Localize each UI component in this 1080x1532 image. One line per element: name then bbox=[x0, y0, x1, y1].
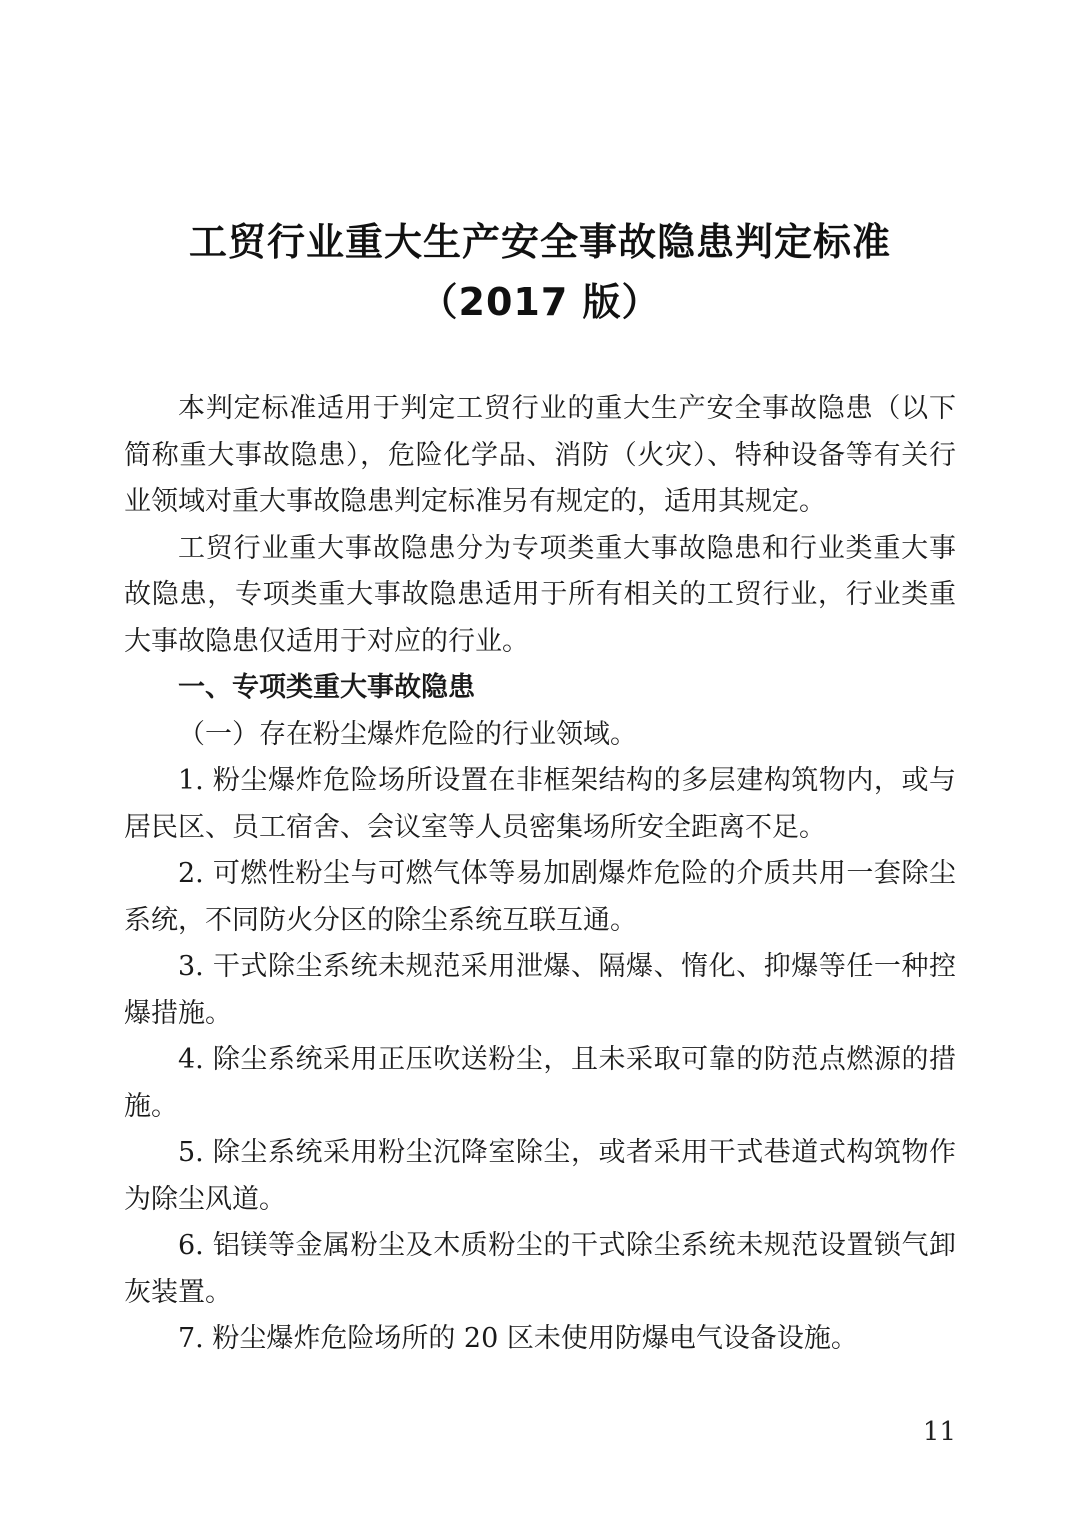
list-item: 1. 粉尘爆炸危险场所设置在非框架结构的多层建构筑物内，或与居民区、员工宿舍、会议室等人员密集场所安全距离不足。 bbox=[124, 765, 956, 843]
list-item: 3. 干式除尘系统未规范采用泄爆、隔爆、惰化、抑爆等任一种控爆措施。 bbox=[124, 951, 956, 1029]
document-body bbox=[124, 386, 956, 1363]
list-item: 7. 粉尘爆炸危险场所的 20 区未使用防爆电气设备设施。 bbox=[178, 1323, 858, 1354]
section-heading: 一、专项类重大事故隐患 bbox=[178, 672, 475, 703]
classification-paragraph: 工贸行业重大事故隐患分为专项类重大事故隐患和行业类重大事故隐患，专项类重大事故隐患适用于所有相关的工贸行业，行业类重大事故隐患仅适用于对应的行业。 bbox=[124, 532, 956, 657]
page-number: 11 bbox=[922, 1417, 956, 1447]
list-item: 2. 可燃性粉尘与可燃气体等易加剧爆炸危险的介质共用一套除尘系统，不同防火分区的除尘系统互联互通。 bbox=[124, 858, 956, 936]
document-title: 工贸行业重大生产安全事故隐患判定标准 bbox=[188, 220, 891, 264]
list-item: 5. 除尘系统采用粉尘沉降室除尘，或者采用干式巷道式构筑物作为除尘风道。 bbox=[124, 1137, 956, 1215]
list-item: 4. 除尘系统采用正压吹送粉尘，且未采取可靠的防范点燃源的措施。 bbox=[124, 1044, 956, 1122]
subsection-heading: （一）存在粉尘爆炸危险的行业领域。 bbox=[178, 718, 637, 750]
intro-paragraph: 本判定标准适用于判定工贸行业的重大生产安全事故隐患（以下简称重大事故隐患），危险化学品、消防（火灾）、特种设备等有关行业领域对重大事故隐患判定标准另有规定的，适用其规定。 bbox=[124, 393, 956, 517]
document-subtitle: （2017 版） bbox=[419, 280, 661, 324]
list-item: 6. 铝镁等金属粉尘及木质粉尘的干式除尘系统未规范设置锁气卸灰装置。 bbox=[124, 1230, 956, 1308]
